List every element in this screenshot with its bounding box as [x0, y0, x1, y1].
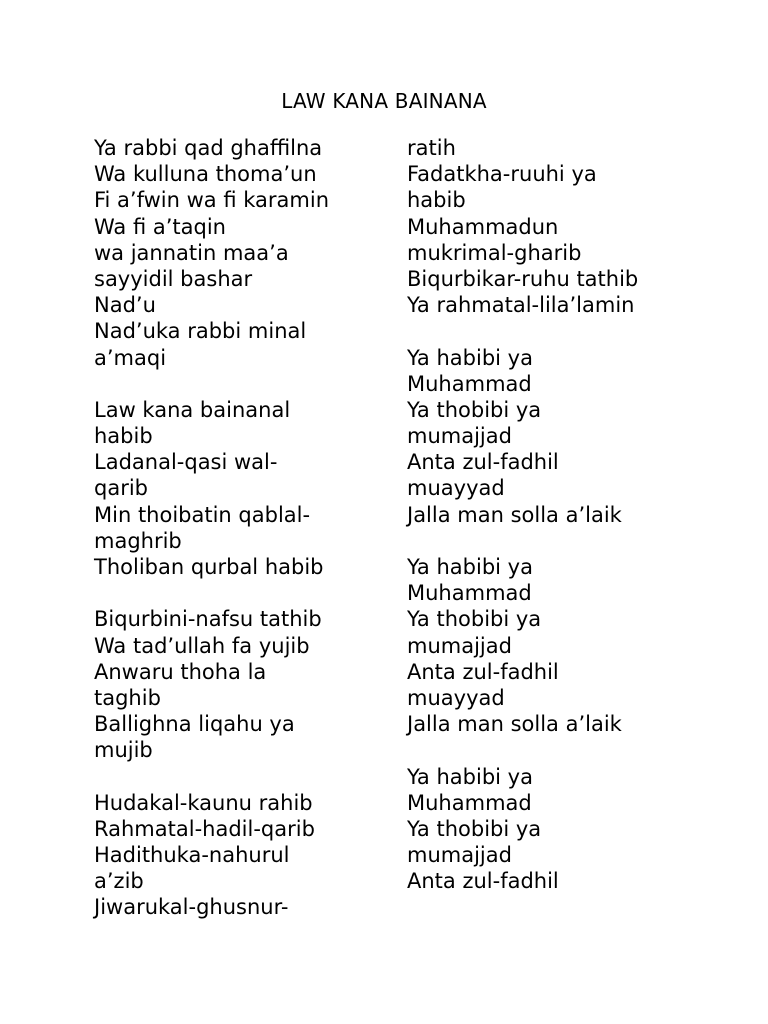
stanza-break	[94, 371, 384, 397]
lyric-line: Anta zul-fadhil	[407, 659, 559, 684]
lyric-line: Min thoibatin qablal-	[94, 502, 311, 527]
lyric-line: Fadatkha-ruuhi ya	[407, 162, 597, 187]
lyric-line: Biqurbini-nafsu tathib	[94, 607, 322, 632]
lyric-line: wa jannatin maa’a	[94, 240, 289, 265]
lyric-line: a’maqi	[94, 345, 167, 370]
lyric-line: qarib	[94, 476, 148, 501]
lyric-line: Ya thobibi ya	[407, 607, 542, 632]
stanza-break	[94, 580, 384, 606]
lyric-line: mumajjad	[407, 424, 512, 449]
lyric-line: Muhammad	[407, 371, 532, 396]
stanza-break	[407, 528, 727, 554]
lyric-line: Jiwarukal-ghusnur-	[94, 895, 289, 920]
lyric-line: Ya rahmatal-lila’lamin	[407, 293, 635, 318]
lyric-line: Muhammadun	[407, 214, 559, 239]
lyric-line: Nad’uka rabbi minal	[94, 319, 307, 344]
lyric-line: mujib	[94, 738, 153, 763]
lyric-line: Ya thobibi ya	[407, 397, 542, 422]
lyric-line: Nad’u	[94, 293, 156, 318]
lyric-line: Muhammad	[407, 581, 532, 606]
lyric-line: Rahmatal-hadil-qarib	[94, 816, 315, 841]
lyrics-right-column	[407, 135, 727, 894]
lyric-line: sayyidil bashar	[94, 266, 253, 291]
stanza-break	[94, 764, 384, 790]
lyric-line: Tholiban qurbal habib	[94, 555, 324, 579]
lyric-line: mukrimal-gharib	[407, 240, 582, 265]
lyric-line: mumajjad	[407, 633, 512, 658]
lyric-line: Wa fi a’taqin	[94, 214, 226, 239]
lyrics-left-column	[94, 135, 384, 921]
lyric-line: Ya thobibi ya	[407, 816, 542, 841]
lyric-line: muayyad	[407, 685, 505, 710]
document-title: LAW KANA BAINANA	[281, 89, 487, 113]
lyric-line: Anwaru thoha la	[94, 659, 267, 684]
lyric-line: habib	[407, 188, 466, 213]
lyric-line: maghrib	[94, 528, 182, 553]
lyric-line: Ya habibi ya	[407, 764, 533, 789]
lyric-line: Muhammad	[407, 790, 532, 815]
lyric-line: Jalla man solla a’laik	[407, 502, 622, 527]
lyric-line: muayyad	[407, 476, 505, 501]
lyric-line: habib	[94, 424, 153, 449]
stanza-break	[407, 318, 727, 344]
lyric-line: Jalla man solla a’laik	[407, 712, 622, 737]
lyric-line: Hadithuka-nahurul	[94, 843, 290, 868]
lyric-line: a’zib	[94, 869, 144, 894]
lyric-line: Ballighna liqahu ya	[94, 712, 295, 737]
lyric-line: Anta zul-fadhil	[407, 450, 559, 475]
lyric-line: Ya rabbi qad ghaffilna	[94, 136, 323, 160]
lyric-line: Wa kulluna thoma’un	[94, 162, 317, 187]
lyric-line: Hudakal-kaunu rahib	[94, 790, 313, 815]
lyric-line: Ya habibi ya	[407, 345, 533, 370]
lyric-line: Ladanal-qasi wal-	[94, 450, 278, 475]
stanza-break	[407, 737, 727, 763]
lyric-line: Ya habibi ya	[407, 555, 533, 579]
lyric-line: Anta zul-fadhil	[407, 869, 559, 894]
lyric-line: taghib	[94, 685, 161, 710]
lyric-line: Biqurbikar-ruhu tathib	[407, 266, 639, 291]
lyric-line: mumajjad	[407, 843, 512, 868]
lyric-line: Fi a’fwin wa fi karamin	[94, 188, 330, 213]
lyric-line: Law kana bainanal	[94, 397, 291, 422]
lyric-line: Wa tad’ullah fa yujib	[94, 633, 310, 658]
lyric-line: ratih	[407, 136, 456, 160]
